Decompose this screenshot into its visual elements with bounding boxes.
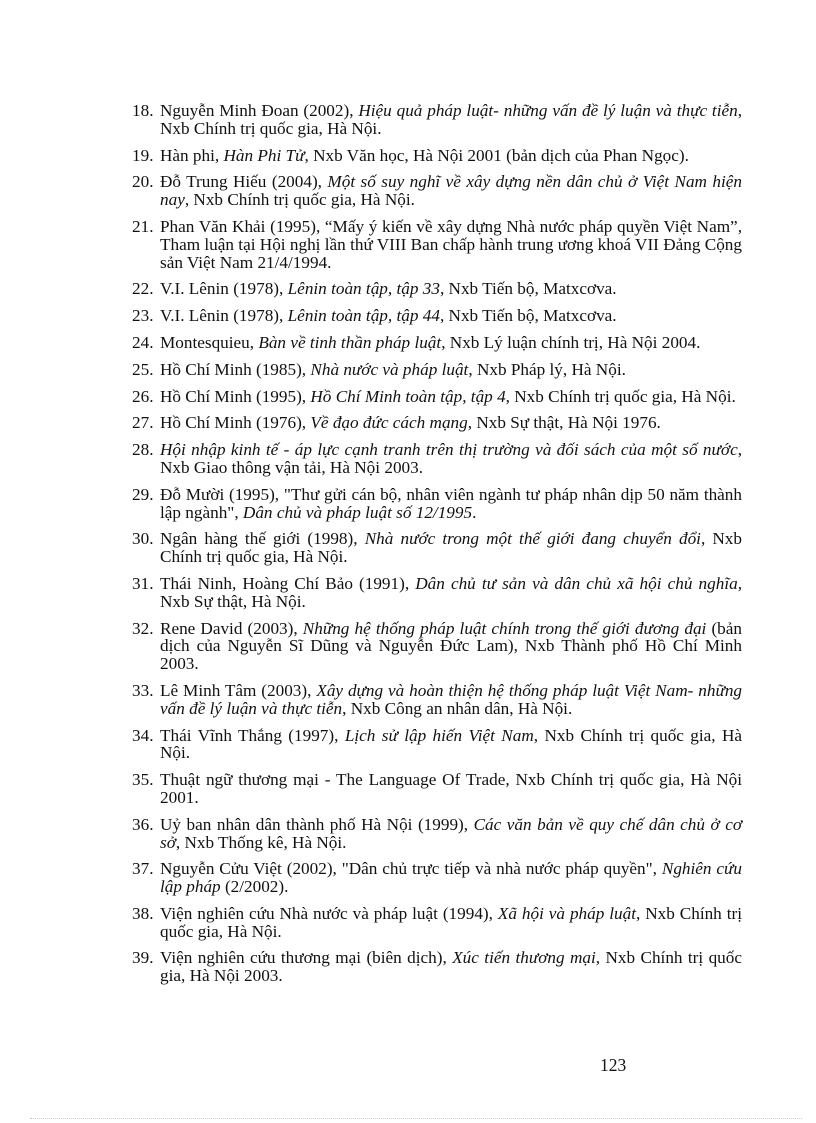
reference-number: 30. [132, 529, 154, 549]
reference-item [132, 173, 742, 209]
reference-item [132, 218, 742, 271]
reference-segment: Montesquieu, [160, 332, 259, 352]
reference-title: Hội nhập kinh tế - áp lực cạnh tranh trên thị trường và đối sách của một số nước [160, 440, 738, 460]
reference-segment: Ngân hàng thế giới (1998), [160, 529, 365, 549]
reference-number: 34. [132, 725, 154, 745]
reference-title: Dân chủ và pháp luật số 12/1995 [242, 502, 473, 522]
reference-item [132, 530, 742, 566]
reference-number: 23. [132, 306, 154, 326]
reference-segment: Nguyễn Minh Đoan (2002), [160, 101, 359, 120]
reference-item [132, 102, 742, 138]
reference-segment: (2/2002). [220, 877, 289, 897]
reference-segment: Lê Minh Tâm (2003), [160, 680, 317, 700]
reference-segment: , Nxb Chính trị quốc gia, Hà Nội. [160, 529, 742, 567]
reference-text [160, 575, 742, 611]
reference-segment: Đỗ Trung Hiếu (2004), [160, 172, 328, 192]
reference-title: Xúc tiến thương mại [452, 948, 596, 968]
reference-segment: V.I. Lênin (1978), [160, 306, 288, 326]
reference-title: Xây dựng và hoàn thiện hệ thống pháp luật Việt Nam- những vấn đề lý luận và thực tiễn [160, 680, 743, 718]
reference-text [160, 388, 742, 406]
reference-segment: , Nxb Công an nhân dân, Hà Nội. [342, 698, 573, 718]
reference-text [160, 905, 742, 941]
reference-item [132, 816, 742, 852]
reference-number: 32. [132, 618, 154, 638]
reference-number: 33. [132, 680, 154, 700]
reference-number: 20. [132, 172, 154, 192]
reference-segment: Hồ Chí Minh (1976), [160, 413, 311, 433]
reference-title: Lênin toàn tập, tập 44 [287, 306, 440, 326]
reference-number: 21. [132, 216, 154, 236]
reference-segment: , Nxb Chính trị quốc gia, Hà Nội. [160, 903, 742, 941]
reference-title: Xã hội và pháp luật [497, 903, 636, 923]
reference-segment: , Nxb Chính trị quốc gia, Hà Nội. [505, 386, 736, 406]
reference-text [160, 280, 742, 298]
reference-segment: , Nxb Chính trị quốc gia, Hà Nội. [160, 101, 742, 138]
reference-text [160, 218, 742, 271]
reference-segment: Hàn phi, [160, 145, 224, 165]
reference-segment: , Nxb Pháp lý, Hà Nội. [468, 359, 626, 379]
reference-item [132, 620, 742, 673]
reference-item [132, 388, 742, 406]
reference-item [132, 307, 742, 325]
reference-list [132, 102, 742, 994]
page-number: 123 [600, 1055, 627, 1075]
reference-title: Về đạo đức cách mạng [310, 413, 468, 433]
page-edge-divider [30, 1118, 802, 1119]
reference-title: Hồ Chí Minh toàn tập, tập 4 [310, 386, 506, 406]
reference-text [160, 620, 742, 673]
reference-number: 38. [132, 903, 154, 923]
reference-segment: Thái Ninh, Hoàng Chí Bảo (1991), [160, 573, 416, 593]
reference-title: Hiệu quả pháp luật- những vấn đề lý luận và thực tiễn [358, 101, 738, 120]
reference-segment: , Nxb Tiến bộ, Matxcơva. [439, 279, 617, 299]
reference-number: 37. [132, 859, 154, 879]
reference-number: 22. [132, 279, 154, 299]
reference-title: Những hệ thống pháp luật chính trong thế giới đương đại [302, 618, 707, 638]
reference-text [160, 816, 742, 852]
reference-item [132, 949, 742, 985]
reference-number: 36. [132, 814, 154, 834]
reference-segment: Phan Văn Khải (1995), “Mấy ý kiến về xây dựng Nhà nước pháp quyền Việt Nam”, Tham luận tại Hội nghị lần thứ VIII Ban chấp hành trung ương khoá VII Đảng Cộng sản Việt Nam 21/4/1994. [160, 216, 742, 272]
reference-segment: , Nxb Lý luận chính trị, Hà Nội 2004. [441, 332, 701, 352]
reference-title: Nhà nước và pháp luật [310, 359, 469, 379]
reference-segment: Uỷ ban nhân dân thành phố Hà Nội (1999), [160, 814, 474, 834]
reference-item [132, 361, 742, 379]
reference-text [160, 361, 742, 379]
reference-text [160, 147, 742, 165]
reference-text [160, 530, 742, 566]
reference-text [160, 173, 742, 209]
reference-number: 25. [132, 359, 154, 379]
reference-segment: Hồ Chí Minh (1985), [160, 359, 311, 379]
reference-segment: Nguyễn Cửu Việt (2002), "Dân chủ trực tiếp và nhà nước pháp quyền", [160, 859, 662, 879]
reference-segment: , Nxb Chính trị quốc gia, Hà Nội. [184, 190, 415, 210]
reference-item [132, 575, 742, 611]
reference-segment: Hồ Chí Minh (1995), [160, 386, 311, 406]
reference-segment: , Nxb Sự thật, Hà Nội 1976. [467, 413, 661, 433]
reference-item [132, 334, 742, 352]
reference-segment: Viện nghiên cứu Nhà nước và pháp luật (1994), [160, 903, 498, 923]
reference-segment: Thuật ngữ thương mại - The Language Of Trade, Nxb Chính trị quốc gia, Hà Nội 2001. [160, 770, 742, 807]
reference-text [160, 334, 742, 352]
reference-text [160, 771, 742, 807]
reference-item [132, 280, 742, 298]
reference-number: 24. [132, 332, 154, 352]
reference-title: Lịch sử lập hiến Việt Nam [344, 725, 534, 745]
reference-item [132, 727, 742, 763]
reference-segment: Rene David (2003), [160, 618, 303, 638]
reference-number: 18. [132, 101, 154, 120]
reference-text [160, 949, 742, 985]
reference-title: Một số suy nghĩ về xây dựng nền dân chủ ở Việt Nam hiện nay [160, 172, 743, 210]
reference-title: Dân chủ tư sản và dân chủ xã hội chủ nghĩa, [415, 573, 742, 593]
reference-number: 19. [132, 145, 154, 165]
reference-segment: , Nxb Văn học, Hà Nội 2001 (bản dịch của Phan Ngọc). [304, 145, 689, 165]
reference-segment: Viện nghiên cứu thương mại (biên dịch), [160, 948, 453, 968]
reference-text [160, 486, 742, 522]
reference-item [132, 771, 742, 807]
reference-item [132, 147, 742, 165]
reference-number: 31. [132, 573, 154, 593]
reference-title: Bàn về tinh thần pháp luật [258, 332, 442, 352]
reference-number: 35. [132, 770, 154, 790]
reference-text [160, 727, 742, 763]
reference-text [160, 307, 742, 325]
reference-item [132, 682, 742, 718]
reference-segment: , Nxb Tiến bộ, Matxcơva. [439, 306, 617, 326]
reference-segment: , Nxb Thống kê, Hà Nội. [175, 832, 347, 852]
reference-text [160, 102, 742, 138]
reference-segment: , Nxb Chính trị quốc gia, Hà Nội. [160, 725, 743, 763]
reference-title: Nhà nước trong một thế giới đang chuyển đổi [364, 529, 701, 549]
reference-segment: , Nxb Giao thông vận tải, Hà Nội 2003. [160, 440, 742, 477]
reference-title: Lênin toàn tập, tập 33 [287, 279, 440, 299]
reference-item [132, 486, 742, 522]
reference-item [132, 441, 742, 477]
reference-text [160, 860, 742, 896]
reference-text [160, 414, 742, 432]
reference-segment: (bản dịch của Nguyễn Sĩ Dũng và Nguyễn Đức Lam), Nxb Thành phố Hồ Chí Minh 2003. [160, 618, 742, 674]
reference-number: 26. [132, 386, 154, 406]
reference-text [160, 441, 742, 477]
reference-title: Hàn Phi Tử [223, 145, 305, 165]
reference-title: Nghiên cứu lập pháp [160, 859, 742, 897]
reference-item [132, 905, 742, 941]
reference-number: 39. [132, 948, 154, 968]
reference-item [132, 414, 742, 432]
reference-text [160, 682, 742, 718]
reference-item [132, 860, 742, 896]
reference-number: 27. [132, 413, 154, 433]
reference-segment: V.I. Lênin (1978), [160, 279, 288, 299]
reference-number: 28. [132, 440, 154, 460]
reference-segment: , Nxb Chính trị quốc gia, Hà Nội 2003. [160, 948, 742, 986]
reference-segment: Nxb Sự thật, Hà Nội. [160, 591, 306, 611]
reference-segment: . [472, 502, 477, 522]
reference-title: Các văn bản về quy chế dân chủ ở cơ sở [160, 814, 742, 852]
reference-segment: Thái Vĩnh Thắng (1997), [160, 725, 345, 745]
reference-segment: Đỗ Mười (1995), "Thư gửi cán bộ, nhân viên ngành tư pháp nhân dịp 50 năm thành lập ngành", [160, 484, 742, 522]
reference-number: 29. [132, 484, 154, 504]
